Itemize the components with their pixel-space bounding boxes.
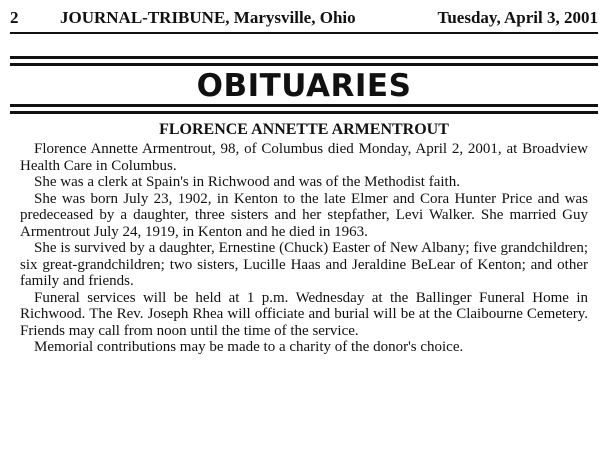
obituary-paragraph-survivors: She is survived by a daughter, Ernestine (Chuck) Easter of New Albany; five grandchildren; six great-grandchildren; two sisters, Lucille Haas and Jeraldine BeLear of Kenton; and other family and friends. — [20, 240, 588, 289]
obituary-paragraph-family-history: She was born July 23, 1902, in Kenton to the late Elmer and Cora Hunter Price and was predeceased by a daughter, three sisters and her stepfather, Levi Walker. She married Guy Armentrout July 24, 1919, in Kenton and he died in 1963. — [20, 190, 588, 240]
section-rule-bottom-2 — [10, 111, 598, 114]
section-heading: OBITUARIES — [196, 68, 412, 104]
newspaper-title: JOURNAL-TRIBUNE, Marysville, Ohio — [60, 8, 356, 27]
obituary-paragraph-services: Funeral services will be held at 1 p.m. Wednesday at the Ballinger Funeral Home in Richwood. The Rev. Joseph Rhea will officiate and burial will be at the Claibourne Cemetery. Friends may call from noon until the time of the service. — [20, 289, 588, 339]
page-number: 2 — [10, 8, 19, 27]
section-rule-top-2 — [10, 63, 598, 66]
obituary-paragraph-death: Florence Annette Armentrout, 98, of Columbus died Monday, April 2, 2001, at Broadview Health Care in Columbus. — [20, 141, 588, 174]
obituary-paragraph-memorials: Memorial contributions may be made to a charity of the donor's choice. — [34, 339, 464, 355]
obituary-paragraph-occupation: She was a clerk at Spain's in Richwood and was of the Methodist faith. — [34, 174, 460, 190]
masthead — [10, 6, 598, 30]
masthead-rule — [10, 32, 598, 34]
obituary-body — [20, 141, 588, 356]
issue-date: Tuesday, April 3, 2001 — [437, 8, 598, 27]
section-rule-top-1 — [10, 56, 598, 59]
section-rule-bottom-1 — [10, 104, 598, 107]
obituary-name: FLORENCE ANNETTE ARMENTROUT — [159, 121, 449, 138]
